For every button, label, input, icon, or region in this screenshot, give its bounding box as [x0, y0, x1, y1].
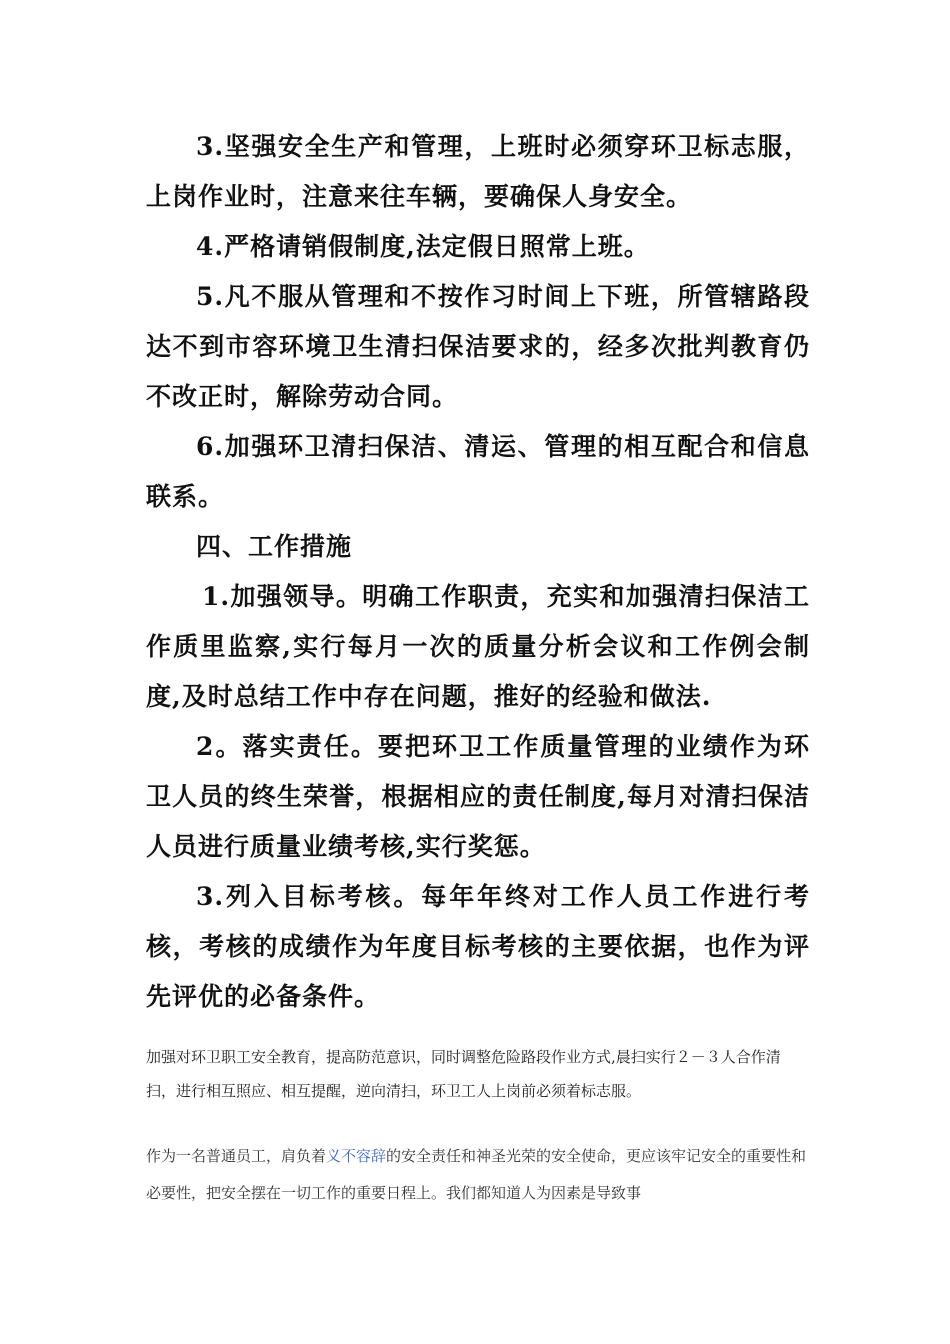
measure-item-2: 2。落实责任。要把环卫工作质量管理的业绩作为环卫人员的终生荣誉，根据相应的责任制度,每月对清扫保洁人员进行质量业绩考核,实行奖惩。	[146, 732, 810, 861]
paragraph-item-4: 4.严格请销假制度,法定假日照常上班。	[196, 232, 650, 261]
idiom-link[interactable]: 义不容辞	[326, 1147, 387, 1165]
note-paragraph-employee: 作为一名普通员工，肩负着义不容辞的安全责任和神圣光荣的安全使命，更应该牢记安全的重要性和必要性，把安全摆在一切工作的重要日程上。我们都知道人为因素是导致事	[146, 1147, 807, 1202]
measure-item-3: 3.列入目标考核。每年年终对工作人员工作进行考核，考核的成绩作为年度目标考核的主要依据，也作为评先评优的必备条件。	[146, 882, 810, 1011]
measure-item-1: 1.加强领导。明确工作职责，充实和加强清扫保洁工作质里监察,实行每月一次的质量分析会议和工作例会制度,及时总结工作中存在问题，推好的经验和做法.	[146, 582, 810, 711]
paragraph-item-6: 6.加强环卫清扫保洁、清运、管理的相互配合和信息联系。	[146, 432, 810, 511]
paragraph-item-5: 5.凡不服从管理和不按作习时间上下班，所管辖路段达不到市容环境卫生清扫保洁要求的，经多次批判教育仍不改正时，解除劳动合同。	[146, 282, 810, 411]
paragraph-item-3: 3.坚强安全生产和管理，上班时必须穿环卫标志服，上岗作业时，注意来往车辆，要确保人身安全。	[146, 132, 810, 211]
section-heading: 四、工作措施	[196, 532, 353, 561]
note-paragraph-safety: 加强对环卫职工安全教育，提高防范意识，同时调整危险路段作业方式,晨扫实行２－３人合作清扫，进行相互照应、相互提醒，逆向清扫，环卫工人上岗前必须着标志服。	[146, 1048, 781, 1100]
